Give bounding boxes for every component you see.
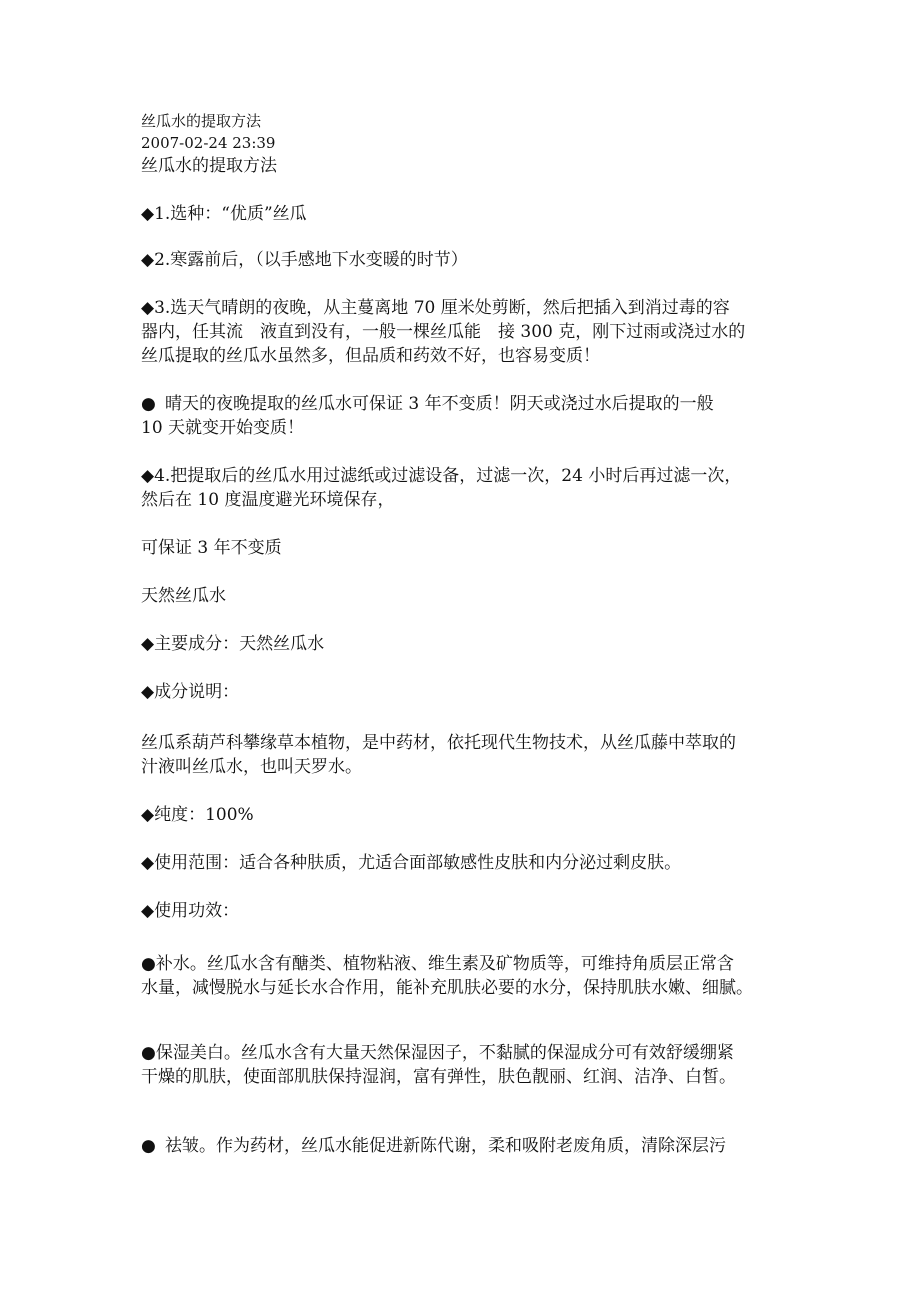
note-line	[141, 392, 796, 416]
effects-heading: ◆使用功效：	[141, 901, 240, 921]
step-1: ◆1.选种：“优质”丝瓜	[141, 204, 307, 224]
effect-hydrate-line: 水量，减慢脱水与延长水合作用，能补充肌肤必要的水分，保持肌肤水嫩、细腻。	[141, 978, 753, 998]
step-3	[141, 296, 796, 368]
bullet-icon: ●	[141, 394, 156, 414]
ingredient-line: 汁液叫丝瓜水，也叫天罗水。	[141, 757, 362, 777]
ingredient-description	[141, 731, 796, 779]
effect-wrinkle	[141, 1134, 796, 1158]
step-3-line: 丝瓜提取的丝瓜水虽然多，但品质和药效不好，也容易变质！	[141, 346, 600, 366]
small-title: 丝瓜水的提取方法	[141, 112, 262, 130]
ingredient-line: 丝瓜系葫芦科攀缘草本植物，是中药材，依托现代生物技术，从丝瓜藤中萃取的	[141, 733, 736, 753]
guarantee-text: 可保证 3 年不变质	[141, 538, 282, 558]
note-line: 10 天就变开始变质！	[141, 418, 305, 438]
effect-whiten-line: 干燥的肌肤，使面部肌肤保持湿润，富有弹性，肤色靓丽、红润、洁净、白皙。	[141, 1067, 736, 1087]
note-paragraph	[141, 392, 796, 440]
main-title: 丝瓜水的提取方法	[141, 156, 277, 176]
step-2: ◆2.寒露前后，（以手感地下水变暖的时节）	[141, 250, 468, 270]
effect-whiten	[141, 1041, 796, 1089]
ingredient-heading: ◆成分说明：	[141, 682, 240, 702]
product-name: 天然丝瓜水	[141, 586, 226, 606]
effect-hydrate	[141, 952, 796, 1000]
effect-wrinkle-text: 祛皱。作为药材，丝瓜水能促进新陈代谢，柔和吸附老废角质，清除深层污	[165, 1136, 726, 1156]
note-text: 晴天的夜晚提取的丝瓜水可保证 3 年不变质！阴天或浇过水后提取的一般	[165, 394, 714, 414]
step-3-line: 器内，任其流 液直到没有，一般一棵丝瓜能 接 300 克，刚下过雨或浇过水的	[141, 322, 746, 342]
timestamp: 2007-02-24 23:39	[141, 134, 276, 152]
effect-wrinkle-line	[141, 1134, 796, 1158]
usage-range: ◆使用范围：适合各种肤质，尤适合面部敏感性皮肤和内分泌过剩皮肤。	[141, 853, 682, 873]
bullet-icon: ●	[141, 1136, 156, 1156]
purity: ◆纯度：100%	[141, 805, 254, 825]
step-4-line: ◆4.把提取后的丝瓜水用过滤纸或过滤设备，过滤一次，24 小时后再过滤一次，	[141, 466, 742, 486]
main-ingredient: ◆主要成分：天然丝瓜水	[141, 634, 325, 654]
step-4-line: 然后在 10 度温度避光环境保存，	[141, 490, 395, 510]
effect-hydrate-line: ●补水。丝瓜水含有醣类、植物粘液、维生素及矿物质等，可维持角质层正常含	[141, 954, 734, 974]
effect-whiten-line: ●保湿美白。丝瓜水含有大量天然保湿因子，不黏腻的保湿成分可有效舒缓绷紧	[141, 1043, 734, 1063]
step-4	[141, 464, 796, 512]
document-page	[141, 110, 796, 1158]
step-3-line: ◆3.选天气晴朗的夜晚，从主蔓离地 70 厘米处剪断，然后把插入到消过毒的容	[141, 298, 730, 318]
